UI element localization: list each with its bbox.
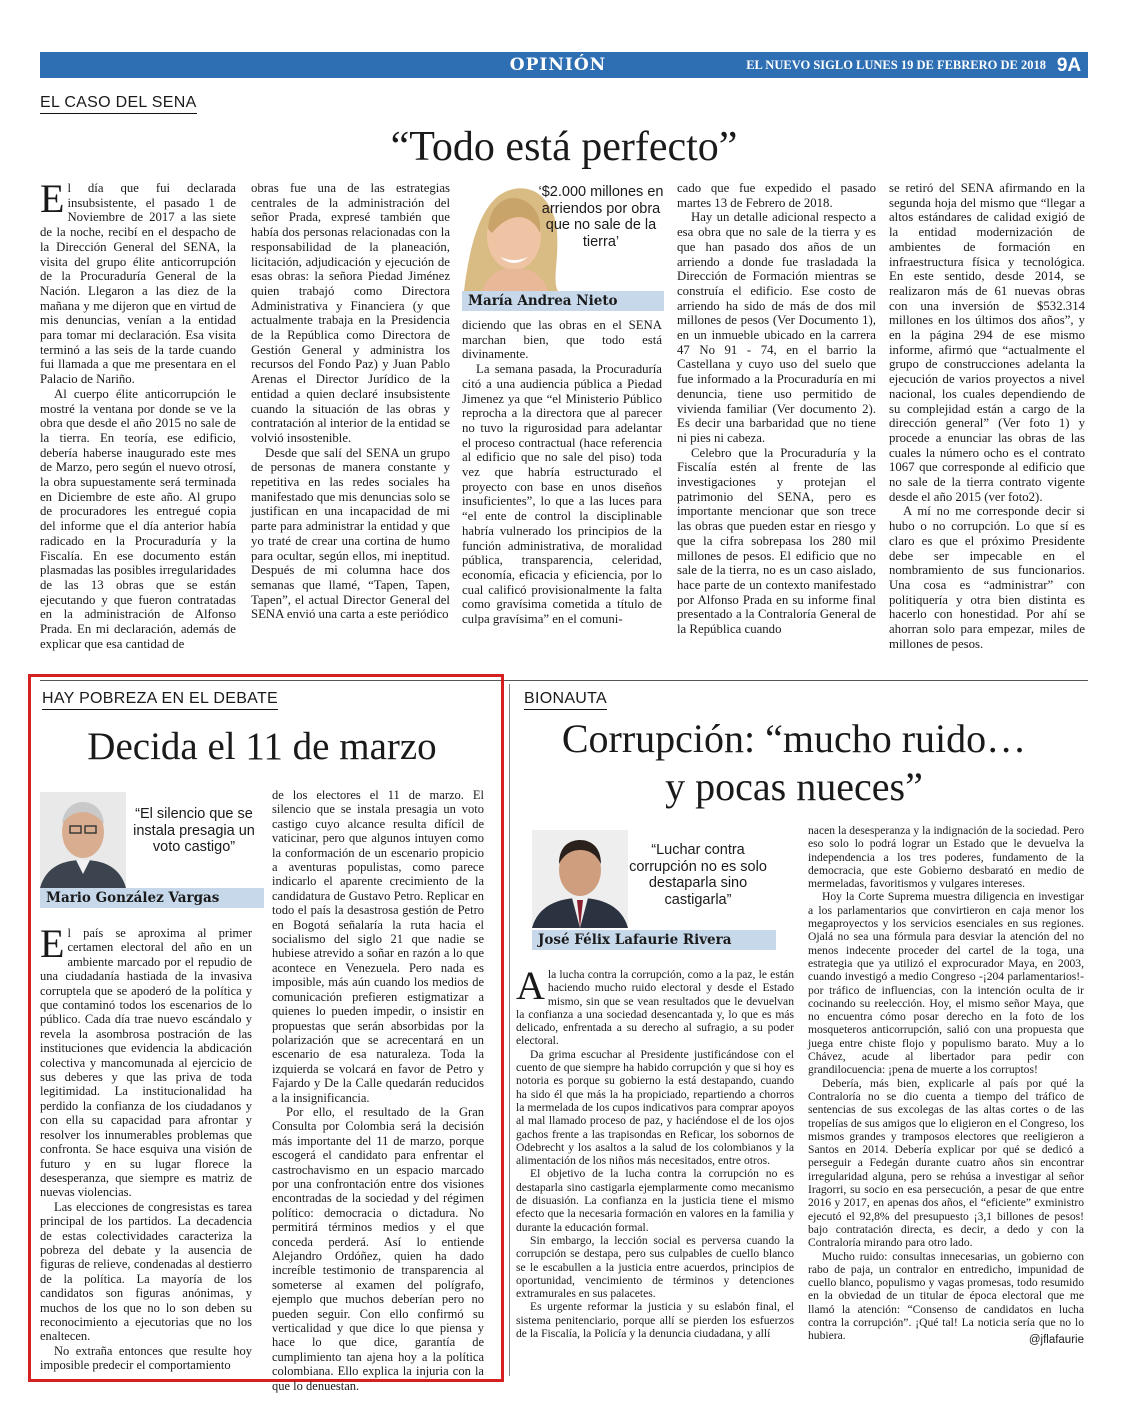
article1-col2: obras fue una de las estrategias centrales de la administración del señor Prada, expresé también que había dos personas relacionadas con la responsabilidad de la planeación, licitación, adjudicación y ejecución de esas obras: la señora Piedad Jiménez quien trabajó como Directora Administrativa y Financiera (y que actualmente trabaja en la Presidencia de la República como Directora de Gestión General y administra los recursos del Fondo Paz) y Juan Pablo Arenas el Director Jurídico de la entidad a quien declaré insubsistente cuando la situación de las obras y contratación al interior de la entidad se volvió insostenible. Desde que salí del SENA un grupo de personas de manera constante y repetitiva en las redes sociales ha manifestado que mis denuncias solo se justifican en una incapacidad de mi parte para administrar la entidad y que yo traté de crear una cortina de humo para ocultar, según ellos, mi ineptitud. Después de mi columna hace dos semanas que llamé, “Tapen, Tapen, Tapen”, el actual Director General del SENA envió una carta a este periódico	[251, 181, 450, 622]
section-name: OPINIÓN	[509, 55, 607, 75]
article1-kicker: EL CASO DEL SENA	[40, 94, 197, 114]
article2-kicker: HAY POBREZA EN EL DEBATE	[42, 690, 278, 710]
article1-col1: El día que fui declarada insubsistente, el pasado 1 de Noviembre de 2017 a las siete de la noche, recibí en el despacho de la Dirección General del SENA, la visita del grupo élite anticorrupción de la Procuraduría General de la Nación. Llegaron a las diez de la mañana y me dijeron que en virtud de mis denuncias, venían a la entidad para tomar mi declaración. Esa visita terminó a las seis de la tarde cuando fui llamada a que me presentara en el Palacio de Nariño. Al cuerpo élite anticorrupción le mostré la ventana por donde se ve la obra que desde el año 2015 no sale de la tierra. En teoría, ese edificio, debería haberse inaugurado este mes de Marzo, pero según el nuevo otrosí, la obra supuestamente será terminada en Diciembre de este año. Al grupo de procuradores les entregué copia del informe que el día anterior había radicado en la Procuraduría y la Fiscalía. En ese documento están plasmadas las posibles irregularidades de las 13 obras que se están ejecutando y que fueron contratadas en la administración de Alfonso Prada. En mi declaración, además de explicar que esa cantidad de	[40, 176, 236, 651]
article1-col4: cado que fue expedido el pasado martes 13 de Febrero de 2018. Hay un detalle adicional respecto a esa obra que no sale de la tierra y es que han pasado dos años de un arriendo a donde fue trasladada la Dirección de Formación mientras se construía el edificio. Ese costo de arriendo ha sido de más de dos mil millones de pesos (Ver Documento 1), en un inmueble ubicado en la carrera 47 No 91 - 74, en el barrio la Castellana y cuyo uso del suelo que fue informado a la Procuraduría en mi denuncia, tiene uso permitido de vivienda familiar (Ver documento 2). Es decir una barbaridad que no tiene ni pies ni cabeza. Celebro que la Procuraduría y la Fiscalía estén al frente de las investigaciones y protejan el patrimonio del SENA, pero es importante mencionar que son trece las obras que pueden estar en riesgo y que la cifra sobrepasa los 280 mil millones de pesos. El edificio que no sale de la tierra, no es un caso aislado, hace parte de un contexto manifestado por Alfonso Prada en su informe final presentado a la Contraloría General de la República cuando	[677, 181, 876, 637]
drop-cap: A	[516, 963, 545, 1008]
article3-title-line2: y pocas nueces”	[665, 764, 923, 809]
article3-col1: A la lucha contra la corrupción, como a la paz, le están haciendo mucho ruido electoral y desde el Estado mismo, sin que se vean resultados que le devuelvan la confianza a una sociedad desencantada y, lo que es más delicado, enfrentada a su derecho al sufragio, a su poder electoral. Da grima escuchar al Presidente justificándose con el cuento de que siempre ha habido corrupción y que si hoy es notoria es porque su gobierno la está destapando, cuando ha sido él que más la ha propiciado, repartiendo a chorros la mermelada de los cupos indicativos para comprar apoyos al mal llamado proceso de paz, y haciéndose el de los ojos gachos frente a las trapisondas en Reficar, los sobornos de Odebrecht y los asaltos a la salud de los colombianos y la alimentación de los niños más necesitados, entre otros. El objetivo de la lucha contra la corrupción no es destaparla sino castigarla ejemplarmente como mecanismo de disuasión. La confianza en la justicia tiene el mismo efecto que la necesaria formación en valores en la familia y durante la educación formal. Sin embargo, la lección social es perversa cuando la corrupción se destapa, pero sus culpables de cuello blanco se le escabullen a la justicia entre acuerdos, principios de oportunidad, vencimiento de términos y detenciones extramurales en sus palacetes. Es urgente reformar la justicia y su eslabón final, el sistema penitenciario, porque allí se pierden los esfuerzos de la Fiscalía, la Policía y la denuncia ciudadana, y allí	[516, 963, 794, 1341]
article2-pullquote: “El silencio que se instala presagia un voto castigo”	[133, 806, 255, 856]
author-photo-lafaurie	[532, 830, 628, 928]
author-byline-lafaurie: José Félix Lafaurie Rivera	[532, 930, 776, 950]
author-photo-gonzalez	[40, 792, 126, 888]
article2-title: Decida el 11 de marzo	[87, 725, 437, 768]
article3-kicker: BIONAUTA	[524, 690, 607, 710]
article1-title: “Todo está perfecto”	[390, 124, 738, 170]
article1-pullquote: ‘$2.000 millones en arriendos por obra que no sale de la tierra’	[538, 184, 664, 251]
column-divider	[509, 684, 510, 1376]
publication-date: EL NUEVO SIGLO LUNES 19 DE FEBRERO DE 2018	[746, 58, 1046, 72]
article2-col1: El país se aproxima al primer certamen electoral del año en un ambiente marcado por el repudio de una ciudadanía hastiada de la invasiva corruptela que se apoderó de la política y que contaminó todos los escenarios de lo público. Cada día trae nuevo escándalo y revela la asombrosa postración de las instituciones que evidencia la abdicación colectiva y mancomunada al ejercicio de sus deberes y que las priva de toda legitimidad. La institucionalidad ha perdido la confianza de los ciudadanos y con ella su capacidad para afrontar y resolver los innumerables problemas que confronta. Se hace esquiva una visión de futuro y en su lugar florece la desesperanza, que siempre es matriz de nuevas violencias. Las elecciones de congresistas es tarea principal de los partidos. La decadencia de estas colectividades caracteriza la pobreza del debate y la ausencia de figuras de relieve, condenadas al destierro de la política. La mayoría de los candidatos son figuras anónimas, y muchos de los que no lo son deben su reconocimiento a ejecutorias que no los enaltecen. No extraña entonces que resulte hoy imposible predecir el comportamiento	[40, 921, 252, 1373]
article3-title-line1: Corrupción: “mucho ruido…	[561, 716, 1027, 761]
drop-cap: E	[40, 176, 65, 221]
author-byline-nieto: María Andrea Nieto	[462, 291, 664, 311]
article1-col5: se retiró del SENA afirmando en la segunda hoja del mismo que “llegar a altos estándares de calidad exigió de la entidad modernización de ambientes de formación en infraestructura física y tecnológica. En este sentido, desde 2014, se realizaron más de 61 nuevas obras con una inversión de $532.314 millones en los últimos dos años”, y en la página 294 de ese mismo informe, afirmó que “actualmente el grupo de construcciones adelanta la ejecución de varios proyectos a nivel nacional, los cuales dependiendo de su complejidad están a cargo de la dirección general” (Ver foto 1) y procede a enunciar las obras de las cuales la número ocho es el contrato 1067 que corresponde al edificio que no sale de la tierra contrato vigente desde el año 2015 (ver foto2). A mí no me corresponde decir si hubo o no corrupción. Lo que sí es claro es que el próximo Presidente debe ser impecable en el nombramiento de sus funcionarios. Una cosa es “administrar” con politiquería y otra bien distinta es hacerlo con honestidad. Por ahí se ahorran solo para empezar, miles de millones de pesos.	[889, 181, 1085, 651]
article2-col2: de los electores el 11 de marzo. El silencio que se instala presagia un voto castigo cuyo alcance resulta difícil de vaticinar, pero que algunos intuyen como la conformación de un escenario propicio a aventuras populistas, como parece indicarlo el aparente crecimiento de la candidatura de Gustavo Petro. Replicar en todo el país la desastrosa gestión de Petro en Bogotá señalaría la ruta hacia el socialismo del siglo 21 que nadie se hubiese atrevido a soñar en razón a lo que acontece en Venezuela. Pero nada es imposible, más aún cuando los medios de comunicación prefieren estigmatizar a quienes lo pueden impedir, o insistir en propuestas que serán absorbidas por la polarización que se acrecentará en un escenario de esa naturaleza. Toda la izquierda se volcará en favor de Petro y Fajardo y De la Calle quedarán reducidos a la insignificancia. Por ello, el resultado de la Gran Consulta por Colombia será la decisión más importante del 11 de marzo, porque escogerá el candidato para enfrentar el castrochavismo en un espacio marcado por una confrontación entre dos visiones encontradas de la sociedad y del régimen político: democracia o dictadura. No permitirá términos medios y el que conceda perderá. Así lo entiende Alejandro Ordóñez, quien ha dado increíble testimonio de transparencia al someterse al examen del polígrafo, ejemplo que muchos deberían pero no pueden seguir. Con ello confirmó su verticalidad y que dice lo que piensa y hace lo que dice, garantía de cumplimiento tan ajena hoy a la política colombiana. Ello explica la injuria con la que lo denuestan.	[272, 788, 484, 1393]
article1-col3: diciendo que las obras en el SENA marchan bien, que todo está divinamente. La semana pasada, la Procuraduría citó a una audiencia pública a Piedad Jimenez ya que “el Ministerio Público reprocha a la directora que al parecer no tuvo la rigurosidad para adelantar el proceso contractual (hace referencia al edificio que no sale del piso) toda vez que habría estructurado el proyecto con base en unos diseños insuficientes”, lo que a las luces para “el ente de control la disciplinable habría vulnerado los principios de la función administrativa, de moralidad pública, transparencia, celeridad, economía, eficacia y eficiencia, por lo cual calificó provisionalmente la falta como gravísima cometida a título de culpa gravísima” en el comuni-	[462, 318, 662, 627]
author-byline-gonzalez: Mario González Vargas	[40, 888, 264, 908]
article3-pullquote: “Luchar contra corrupción no es solo destaparla sino castigarla”	[629, 842, 767, 909]
drop-cap: E	[40, 921, 65, 966]
page-number: 9A	[1056, 55, 1082, 76]
author-twitter-handle: @jflafaurie	[1028, 1334, 1084, 1346]
article3-col2: nacen la desesperanza y la indignación de la sociedad. Pero eso solo lo podrá lograr un Estado que le devuelva la independencia a los tres poderes, fundamento de la democracia, que este Gobierno desbarató en medio de mermeladas, favoritismos y vulgares intereses. Hoy la Corte Suprema muestra diligencia en investigar a los parlamentarios que convirtieron en caja menor los megaproyectos y los servicios esenciales en sus regiones. Ojalá no sea una fórmula para desviar la atención del no menos indecente proceder del cartel de la toga, una estrategia que ya utilizó el exprocurador Maya, en 2003, cuando investigó a medio Congreso -¡204 parlamentarios!- por tráfico de influencias, con la intención oculta de ir cocinando su reelección. Hoy, el mismo señor Maya, que no encuentra cómo posar derecho en la foto de los mosqueteros anticorrupción, salió con una propuesta que juega entre chiste flojo y populismo barato. Muy a lo Chávez, acude al libertador para pedir con grandilocuencia: ¡pena de muerte a los corruptos! Debería, más bien, explicarle al país por qué la Contraloría no se dio cuenta a tiempo del tráfico de sentencias de sus excolegas de las altas cortes o de las tropelías de sus amigos que lo eligieron en el Congreso, los mismos grandes y tramposos electores que reeligieron a Santos en 2014. Debería explicar por qué se dedicó a perseguir a Fedegán durante cuatro años sin encontrar irregularidad alguna, pero se rehúsa a investigar al señor Iragorri, su socio en esa persecución, a pesar de que entre 2016 y 2017, en apenas dos años, el “eficiente” exministro ejecutó el 92,8% del presupuesto ¡3,1 billones de pesos! bajo contratación directa, es decir, a dedo y con la Contraloría mirando para otro lado. Mucho ruido: consultas innecesarias, un gobierno con rabo de paja, un contralor en entredicho, impunidad de cuello blanco, populismo y vagas promesas, todo resumido en la obviedad de un titular de época electoral que me llamó la atención: “Consenso de candidatos en lucha contra la corrupción”. ¡Qué tal! La noticia sería que no lo hubiera.	[808, 824, 1084, 1343]
